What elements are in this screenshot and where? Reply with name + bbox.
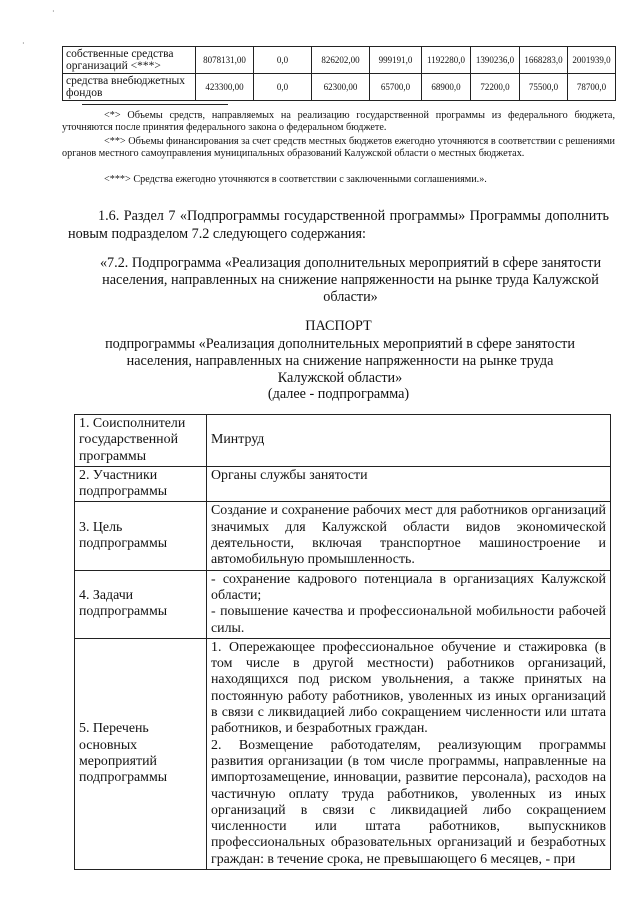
passport-value: Создание и сохранение рабочих мест для работников организаций значимых для Калужской области видов экономической деятельности, включая транспортное машиностроение и автомобильную промышленность. xyxy=(207,502,611,570)
passport-value-line: 1. Опережающее профессиональное обучение и стажировка (в том числе в другой местности) работников организаций, находящихся под риском увольнения, а также принятых на постоянную работу работников, уволенных из иных организаций в связи с ликвидацией либо сокращением численности или штата работников, и безработных граждан. xyxy=(211,639,606,737)
table-cell: 62300,00 xyxy=(312,74,370,101)
passport-key: 1. Соисполнители государственной программы xyxy=(75,415,207,467)
table-row xyxy=(63,47,616,74)
passport-value-line: 2. Возмещение работодателям, реализующим программы развития организации (в том числе программы, направленные на импортозамещение, инновации, развитие персонала), расходов на частичную оплату труда работников, уволенных из иных организаций в связи с ликвидацией либо сокращением численности или штата работников, выпускников профессиональных образовательных организаций и безработных граждан: в течение срока, не превышающего 6 месяцев, - при xyxy=(211,737,606,867)
table-cell: 68900,0 xyxy=(422,74,471,101)
row-label: собственные средства организаций <***> xyxy=(63,47,196,74)
table-row xyxy=(75,415,611,467)
table-cell: 1192280,0 xyxy=(422,47,471,74)
passport-value-line: - повышение качества и профессиональной мобильности рабочей силы. xyxy=(211,604,606,636)
passport-value-line: - сохранение кадрового потенциала в организациях Калужской области; xyxy=(211,571,606,603)
passport-key: 5. Перечень основных мероприятий подпрограммы xyxy=(75,638,207,869)
table-cell: 0,0 xyxy=(254,74,312,101)
table-cell: 999191,0 xyxy=(370,47,422,74)
table-cell: 423300,00 xyxy=(196,74,254,101)
passport-value: Органы службы занятости xyxy=(207,466,611,502)
table-cell: 78700,0 xyxy=(568,74,616,101)
margin-mark: · xyxy=(52,7,55,16)
table-row xyxy=(75,570,611,638)
subprogram-title: «7.2. Подпрограмма «Реализация дополнительных мероприятий в сфере занятости населения, направленных на снижение напряженности на рынке труда Калужской области» xyxy=(99,255,602,306)
table-cell: 826202,00 xyxy=(312,47,370,74)
table-row xyxy=(75,502,611,570)
table-cell: 1390236,0 xyxy=(471,47,520,74)
table-cell: 1668283,0 xyxy=(520,47,568,74)
footnote-separator xyxy=(82,104,228,105)
paragraph-1-6: 1.6. Раздел 7 «Подпрограммы государственной программы» Программы дополнить новым подразделом 7.2 следующего содержания: xyxy=(68,208,609,242)
table-row xyxy=(75,466,611,502)
table-cell: 65700,0 xyxy=(370,74,422,101)
footnote: <***> Средства ежегодно уточняются в соответствии с заключенными соглашениями.». xyxy=(104,174,487,185)
funding-table xyxy=(62,46,616,101)
passport-heading: ПАСПОРТ xyxy=(305,318,372,334)
footnote: <*> Объемы средств, направляемых на реализацию государственной программы из федерального бюджета, уточняются после принятия федерального закона о федеральном бюджете. xyxy=(62,110,615,134)
table-row xyxy=(75,638,611,869)
passport-key: 3. Цель подпрограммы xyxy=(75,502,207,570)
table-row xyxy=(63,74,616,101)
table-cell: 72200,0 xyxy=(471,74,520,101)
table-cell: 2001939,0 xyxy=(568,47,616,74)
table-cell: 8078131,00 xyxy=(196,47,254,74)
table-cell: 75500,0 xyxy=(520,74,568,101)
passport-key: 4. Задачи подпрограммы xyxy=(75,570,207,638)
passport-table xyxy=(74,414,611,870)
row-label: средства внебюджетных фондов xyxy=(63,74,196,101)
footnote: <**> Объемы финансирования за счет средств местных бюджетов ежегодно уточняются в соответствии с решениями органов местного самоуправления муниципальных образований Калужской области о местных бюджетах. xyxy=(62,136,615,160)
passport-key: 2. Участники подпрограммы xyxy=(75,466,207,502)
passport-value xyxy=(207,638,611,869)
margin-mark: · xyxy=(22,39,25,48)
passport-value xyxy=(207,570,611,638)
passport-subheading: подпрограммы «Реализация дополнительных мероприятий в сфере занятости населения, направленных на снижение напряженности на рынке труда Калужской области» xyxy=(105,336,575,387)
table-cell: 0,0 xyxy=(254,47,312,74)
passport-value: Минтруд xyxy=(207,415,611,467)
passport-note: (далее - подпрограмма) xyxy=(267,386,410,402)
